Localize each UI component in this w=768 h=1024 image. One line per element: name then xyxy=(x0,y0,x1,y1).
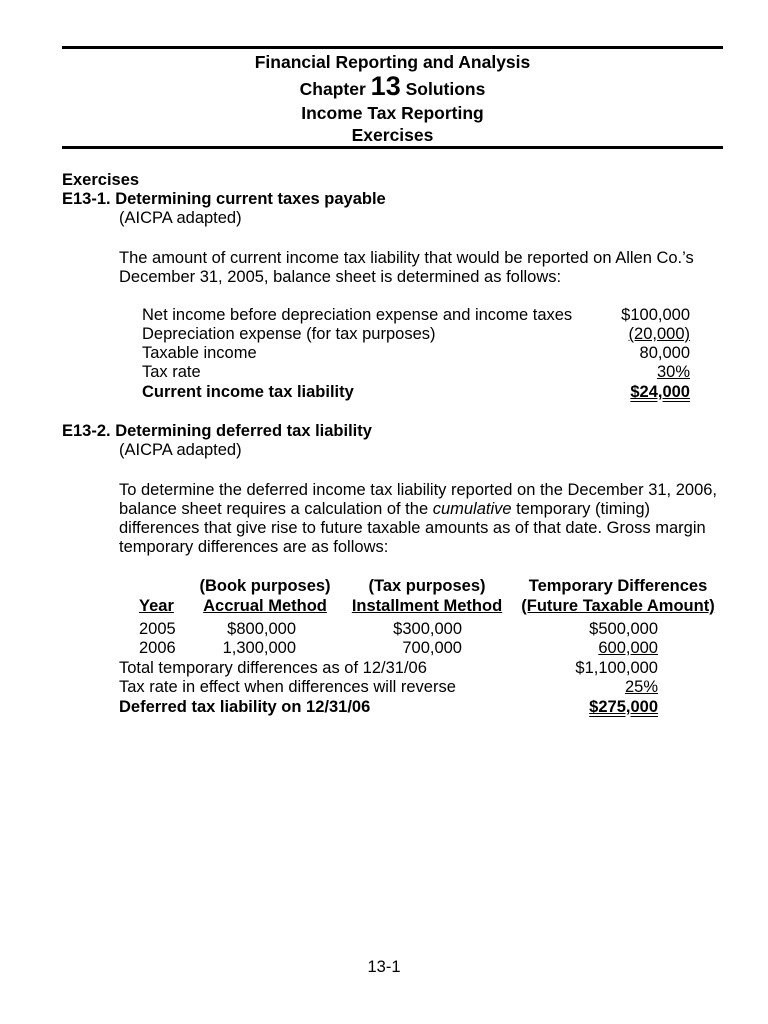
col-header-tax: (Tax purposes) xyxy=(368,577,486,595)
e1-row-value: (20,000) xyxy=(628,325,690,343)
col-header-accrual: Accrual Method xyxy=(203,597,327,615)
row-tax: $300,000 xyxy=(393,620,462,638)
summary-label: Tax rate in effect when differences will reverse xyxy=(119,678,456,696)
e1-source: (AICPA adapted) xyxy=(119,209,242,227)
chapter-line xyxy=(62,73,723,102)
e1-row-label: Tax rate xyxy=(142,363,201,381)
summary-value-total: $275,000 xyxy=(589,698,658,716)
header-bottom-rule xyxy=(62,146,723,149)
chapter-number: 13 xyxy=(370,71,401,101)
e1-row xyxy=(142,306,690,325)
chapter-subject: Income Tax Reporting xyxy=(301,103,484,123)
e1-row xyxy=(142,363,690,382)
row-year: 2006 xyxy=(139,639,176,657)
row-tax: 700,000 xyxy=(402,639,462,657)
e1-row-value: 30% xyxy=(656,363,690,381)
e1-row-value: $100,000 xyxy=(621,306,690,324)
summary-value: 25% xyxy=(624,678,658,696)
col-header-book: (Book purposes) xyxy=(199,577,331,595)
e1-title: E13-1. Determining current taxes payable xyxy=(62,190,386,208)
row-diff: $500,000 xyxy=(589,620,658,638)
row-year: 2005 xyxy=(139,620,176,638)
chapter-word: Chapter xyxy=(299,79,366,99)
e1-row-label: Net income before depreciation expense and income taxes xyxy=(142,306,573,324)
col-header-future: (Future Taxable Amount) xyxy=(521,597,715,615)
e1-total-row xyxy=(142,383,690,402)
e2-title: E13-2. Determining deferred tax liability xyxy=(62,422,372,440)
header-exercises: Exercises xyxy=(351,125,434,145)
header-top-rule xyxy=(62,46,723,49)
solutions-word: Solutions xyxy=(405,79,486,99)
e2-intro-italic: cumulative xyxy=(432,500,512,518)
summary-value: $1,100,000 xyxy=(575,659,658,677)
e1-intro: The amount of current income tax liability that would be reported on Allen Co.’s December 31, 2005, balance sheet is determined as follows: xyxy=(119,249,694,286)
col-header-installment: Installment Method xyxy=(351,597,503,615)
summary-label: Total temporary differences as of 12/31/06 xyxy=(119,659,427,677)
e1-row-label: Taxable income xyxy=(142,344,257,362)
e1-row xyxy=(142,325,690,344)
e1-row-value: $24,000 xyxy=(630,383,690,401)
e2-intro-after: temporary (timing) differences that give rise to future taxable amounts as of that date. Gross margin temporary differences are as follows: xyxy=(119,500,706,556)
e2-intro xyxy=(119,481,729,557)
e1-row-label: Current income tax liability xyxy=(142,383,354,401)
col-header-diff: Temporary Differences xyxy=(528,577,708,595)
e2-source: (AICPA adapted) xyxy=(119,441,242,459)
e1-row-label: Depreciation expense (for tax purposes) xyxy=(142,325,436,343)
row-book: $800,000 xyxy=(227,620,296,638)
page-number: 13-1 xyxy=(367,958,401,976)
col-header-year: Year xyxy=(139,597,174,615)
row-book: 1,300,000 xyxy=(222,639,296,657)
e1-row-value: 80,000 xyxy=(639,344,690,362)
row-diff: 600,000 xyxy=(598,639,658,657)
e2-intro-before: To determine the deferred income tax liability reported on the December 31, 2006, balance sheet requires a calculation of the xyxy=(119,481,718,518)
summary-label-total: Deferred tax liability on 12/31/06 xyxy=(119,698,371,716)
section-label: Exercises xyxy=(62,171,140,189)
page-header xyxy=(62,51,723,146)
book-title: Financial Reporting and Analysis xyxy=(254,52,531,72)
e1-row xyxy=(142,344,690,363)
